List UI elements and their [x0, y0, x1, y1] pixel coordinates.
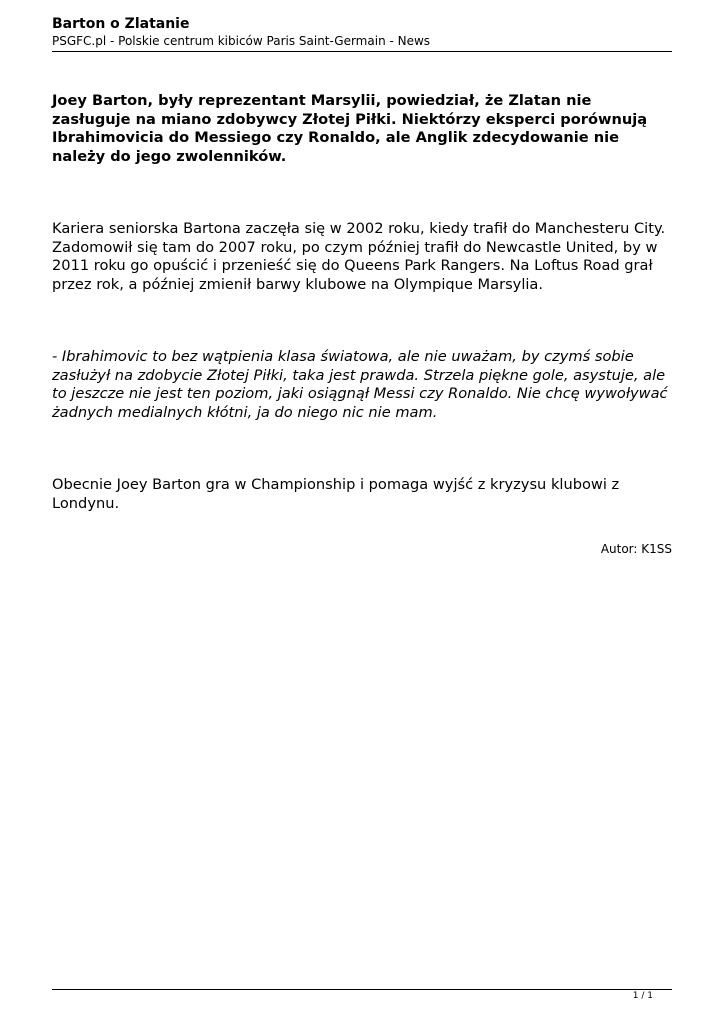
- article-lead: Joey Barton, były reprezentant Marsylii, powiedział, że Zlatan nie zasługuje na miano zdobywcy Złotej Piłki. Niektórzy eksperci porównują Ibrahimovicia do Messiego czy Ronaldo, ale Anglik zdecydowanie nie należy do jego zwolenników.: [52, 92, 648, 165]
- header-divider: [52, 51, 672, 52]
- footer-divider: [52, 989, 672, 990]
- document-title: Barton o Zlatanie: [52, 16, 190, 32]
- article-paragraph-1: Kariera seniorska Bartona zaczęła się w 2002 roku, kiedy trafił do Manchesteru City. Zadomowił się tam do 2007 roku, po czym później trafił do Newcastle United, by w 2011 roku go opuścić i przenieść się do Queens Park Rangers. Na Loftus Road grał przez rok, a później zmienił barwy klubowe na Olympique Marsylia.: [52, 220, 666, 293]
- article-paragraph-2: Obecnie Joey Barton gra w Championship i pomaga wyjść z kryzysu klubowi z Londynu.: [52, 476, 620, 512]
- site-subtitle: PSGFC.pl - Polskie centrum kibiców Paris Saint-Germain - News: [52, 34, 431, 48]
- article-author: Autor: K1SS: [600, 542, 672, 556]
- document-header: [52, 15, 672, 49]
- article-quote: - Ibrahimovic to bez wątpienia klasa światowa, ale nie uważam, by czymś sobie zasłużył na zdobycie Złotej Piłki, taka jest prawda. Strzela piękne gole, asystuje, ale to jeszcze nie jest ten poziom, jaki osiągnął Messi czy Ronaldo. Nie chcę wywoływać żadnych medialnych kłótni, ja do niego nic nie mam.: [52, 348, 668, 421]
- page-number: 1 / 1: [632, 991, 653, 1001]
